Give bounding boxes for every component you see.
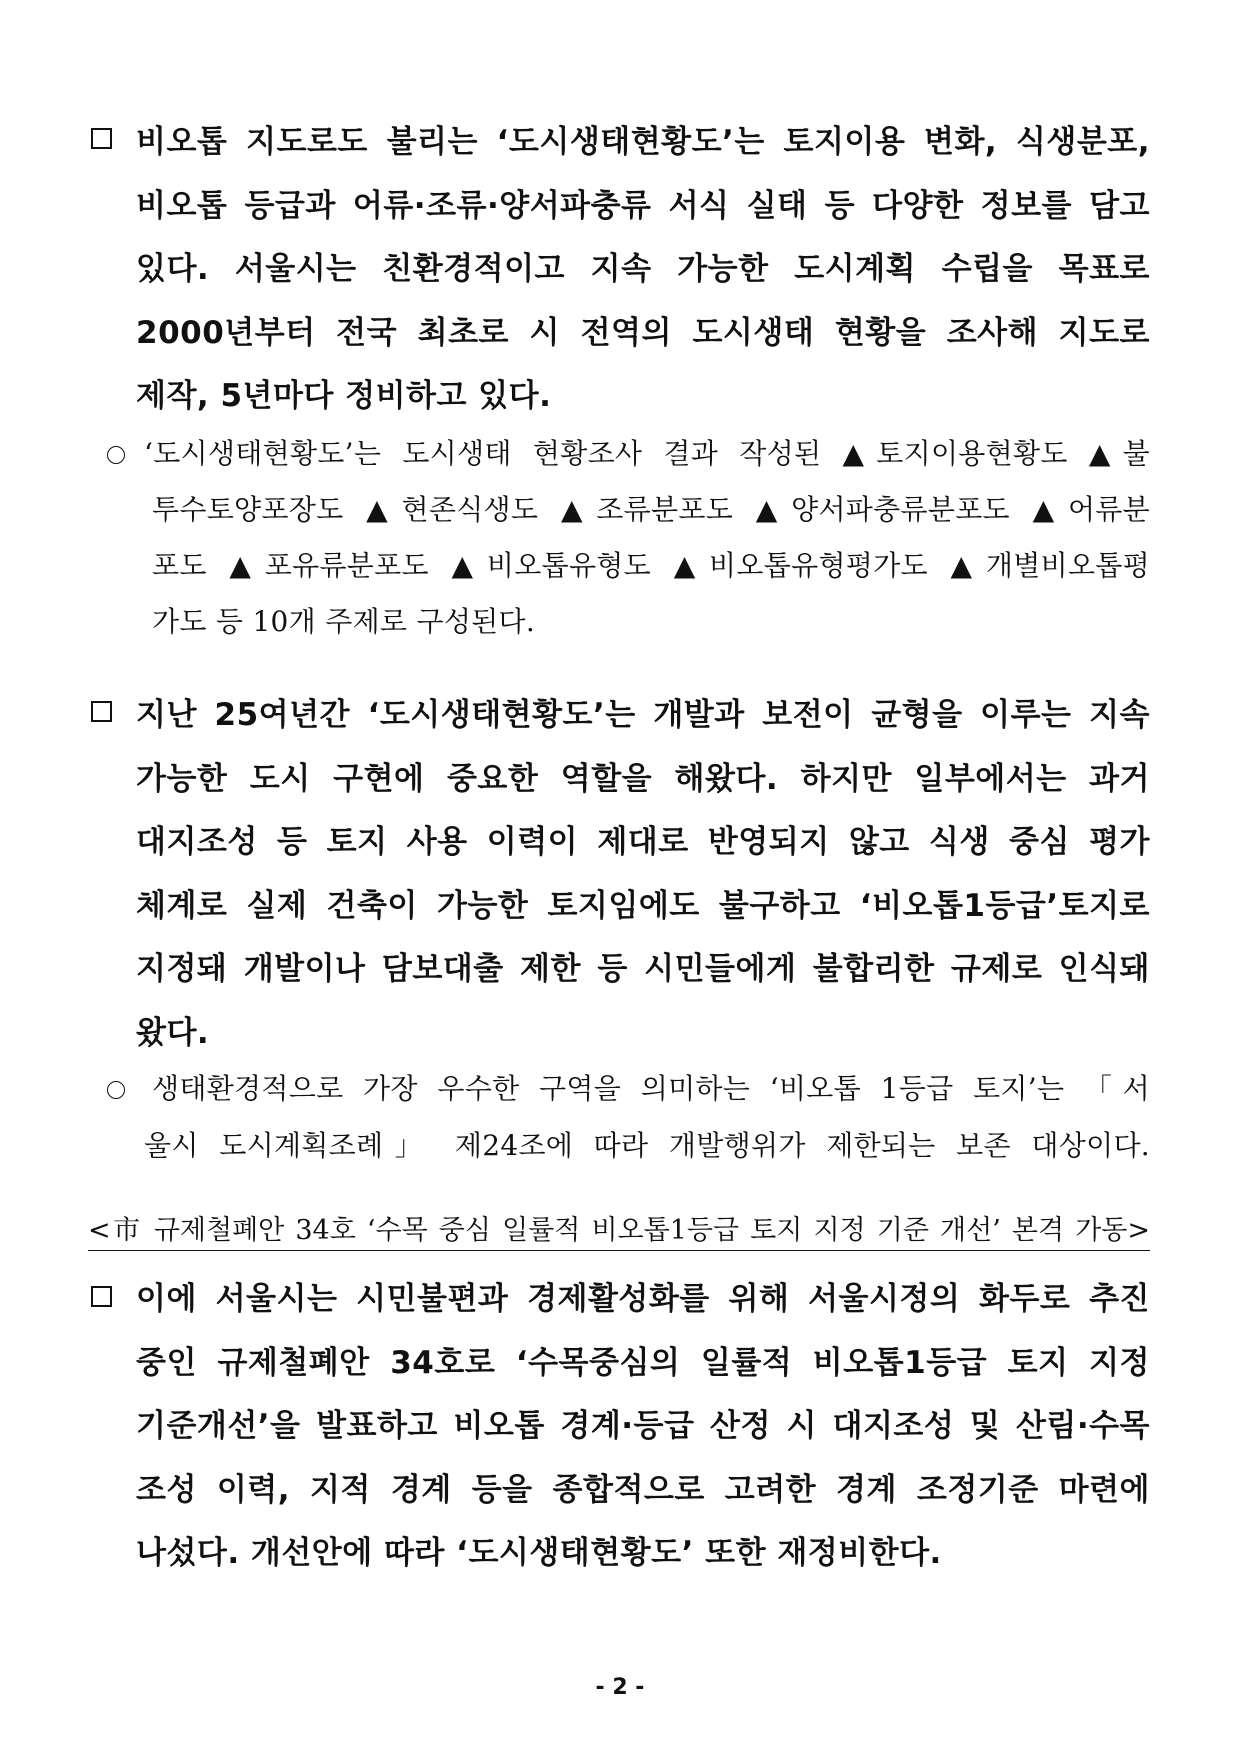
- paragraph-line: 제작, 5년마다 정비하고 있다.: [136, 378, 552, 414]
- paragraph-line: 지난 25여년간 ‘도시생태현황도’는 개발과 보전이 균형을 이루는 지속: [136, 697, 1150, 733]
- paragraph-line: 비오톱 등급과 어류·조류·양서파충류 서식 실태 등 다양한 정보를 담고: [136, 188, 1150, 224]
- square-bullet-icon: [91, 128, 112, 149]
- paragraph-line: 지정돼 개발이나 담보대출 제한 등 시민들에게 불합리한 규제로 인식돼: [136, 951, 1150, 987]
- page-number: - 2 -: [595, 1675, 645, 1700]
- paragraph-line: 있다. 서울시는 친환경적이고 지속 가능한 도시계획 수립을 목표로: [136, 251, 1150, 287]
- section-heading: <市 규제철폐안 34호 ‘수목 중심 일률적 비오톱1등급 토지 지정 기준 개선’ 본격 가동>: [88, 1208, 1150, 1251]
- circle-bullet-icon: [107, 446, 125, 464]
- sub-paragraph-line: 가도 등 10개 주제로 구성된다.: [152, 605, 536, 638]
- sub-paragraph-line: ‘도시생태현황도’는 도시생태 현황조사 결과 작성된 ▲토지이용현황도 ▲불: [144, 437, 1150, 470]
- sub-paragraph-line: 생태환경적으로 가장 우수한 구역을 의미하는 ‘비오톱 1등급 토지’는 「서: [152, 1072, 1150, 1105]
- sub-paragraph-line: 포도 ▲포유류분포도 ▲비오톱유형도 ▲비오톱유형평가도 ▲개별비오톱평: [152, 549, 1150, 582]
- paragraph-line: 조성 이력, 지적 경계 등을 종합적으로 고려한 경계 조정기준 마련에: [136, 1472, 1150, 1508]
- square-bullet-icon: [91, 1286, 112, 1307]
- paragraph-line: 나섰다. 개선안에 따라 ‘도시생태현황도’ 또한 재정비한다.: [136, 1535, 942, 1571]
- paragraph-line: 중인 규제철폐안 34호로 ‘수목중심의 일률적 비오톱1등급 토지 지정: [136, 1345, 1150, 1381]
- paragraph-line: 기준개선’을 발표하고 비오톱 경계·등급 산정 시 대지조성 및 산림·수목: [136, 1408, 1150, 1444]
- circle-bullet-icon: [107, 1081, 125, 1099]
- sub-paragraph-line: 울시 도시계획조례」 제24조에 따라 개발행위가 제한되는 보존 대상이다.: [144, 1129, 1150, 1162]
- paragraph-line: 체계로 실제 건축이 가능한 토지임에도 불구하고 ‘비오톱1등급’토지로: [136, 888, 1150, 924]
- paragraph-line: 가능한 도시 구현에 중요한 역할을 해왔다. 하지만 일부에서는 과거: [136, 761, 1150, 797]
- paragraph-line: 왔다.: [136, 1015, 210, 1051]
- paragraph-line: 대지조성 등 토지 사용 이력이 제대로 반영되지 않고 식생 중심 평가: [136, 824, 1150, 860]
- paragraph-line: 2000년부터 전국 최초로 시 전역의 도시생태 현황을 조사해 지도로: [136, 315, 1150, 351]
- paragraph-line: 이에 서울시는 시민불편과 경제활성화를 위해 서울시정의 화두로 추진: [136, 1281, 1150, 1317]
- paragraph-line: 비오톱 지도로도 불리는 ‘도시생태현황도’는 토지이용 변화, 식생분포,: [136, 124, 1150, 160]
- sub-paragraph-line: 투수토양포장도 ▲현존식생도 ▲조류분포도 ▲양서파충류분포도 ▲어류분: [152, 493, 1150, 526]
- square-bullet-icon: [91, 701, 112, 722]
